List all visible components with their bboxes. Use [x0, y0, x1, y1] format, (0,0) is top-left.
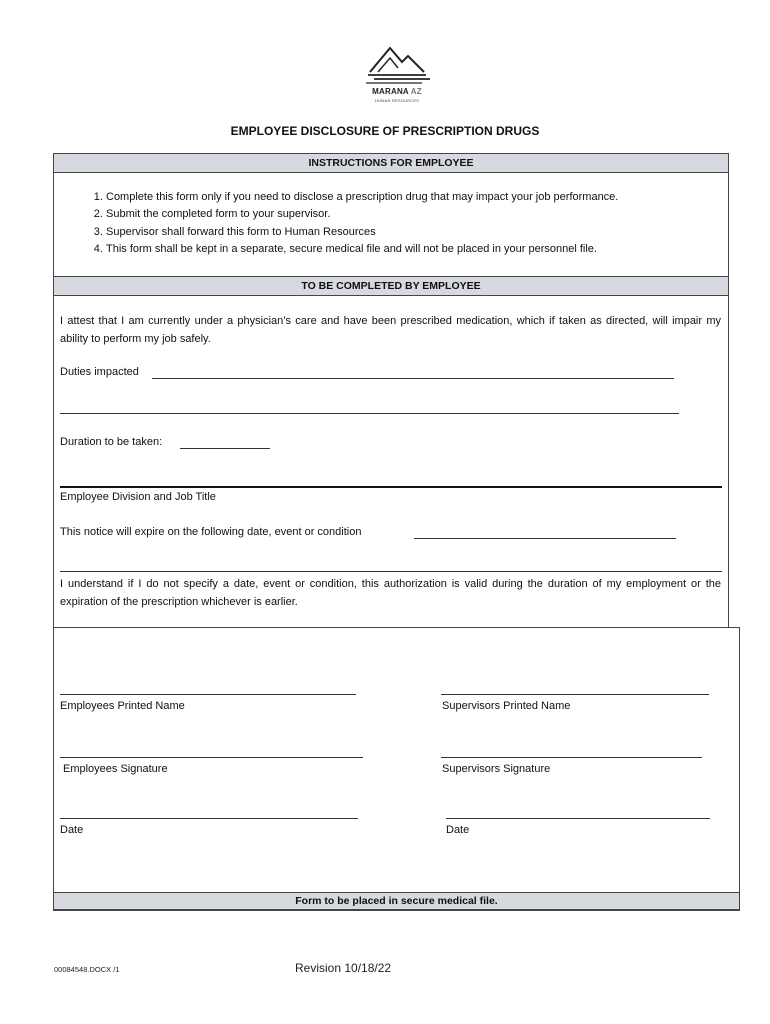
revision-date: Revision 10/18/22 — [295, 961, 392, 975]
brand-subtitle: HUMAN RESOURCES — [374, 98, 420, 103]
employee-signature-label: Employees Signature — [63, 763, 168, 775]
supervisor-signature-label: Supervisors Signature — [442, 763, 551, 775]
division-input-line[interactable] — [60, 486, 722, 488]
instructions-header: INSTRUCTIONS FOR EMPLOYEE — [54, 154, 728, 173]
form-title: EMPLOYEE DISCLOSURE OF PRESCRIPTION DRUGS — [230, 124, 540, 138]
supervisor-signature-line[interactable] — [441, 757, 702, 758]
employee-signature-line[interactable] — [60, 757, 363, 758]
employee-section-header: TO BE COMPLETED BY EMPLOYEE — [54, 276, 728, 296]
instructions-list — [58, 189, 618, 258]
mountain-icon — [364, 44, 430, 84]
duration-label: Duration to be taken: — [60, 436, 163, 448]
understand-statement: I understand if I do not specify a date, event or condition, this authorization is valid during the duration of my employment or the expiration of the prescription whichever is earlier. — [60, 578, 721, 608]
supervisor-date-label: Date — [446, 824, 470, 836]
brand-name: MARANA AZ — [372, 87, 422, 96]
expire-input-line[interactable] — [414, 538, 676, 539]
expire-input-line-2[interactable] — [60, 571, 722, 572]
instruction-item: 2. Submit the completed form to your supervisor. — [106, 206, 618, 223]
supervisor-name-label: Supervisors Printed Name — [442, 700, 571, 712]
duties-input-line[interactable] — [152, 378, 674, 379]
instruction-item: 1. Complete this form only if you need to disclose a prescription drug that may impact your job performance. — [106, 189, 618, 206]
document-id: 00084548.DOCX /1 — [54, 965, 120, 974]
instruction-item: 3. Supervisor shall forward this form to Human Resources — [106, 224, 618, 241]
employee-date-line[interactable] — [60, 818, 358, 819]
secure-file-notice: Form to be placed in secure medical file. — [53, 892, 740, 910]
employee-name-line[interactable] — [60, 694, 356, 695]
duties-label: Duties impacted — [60, 366, 139, 378]
duration-input-line[interactable] — [180, 448, 270, 449]
marana-logo — [358, 44, 436, 106]
supervisor-name-line[interactable] — [441, 694, 709, 695]
employee-name-label: Employees Printed Name — [60, 700, 185, 712]
employee-date-label: Date — [60, 824, 84, 836]
division-label: Employee Division and Job Title — [60, 491, 216, 503]
duties-input-line-2[interactable] — [60, 413, 679, 414]
attest-statement: I attest that I am currently under a physician’s care and have been prescribed medication, which if taken as directed, will impair my ability to perform my job safely. — [60, 315, 721, 345]
expire-label: This notice will expire on the following date, event or condition — [60, 526, 362, 538]
supervisor-date-line[interactable] — [446, 818, 710, 819]
instruction-item: 4. This form shall be kept in a separate, secure medical file and will not be placed in your personnel file. — [106, 241, 618, 258]
